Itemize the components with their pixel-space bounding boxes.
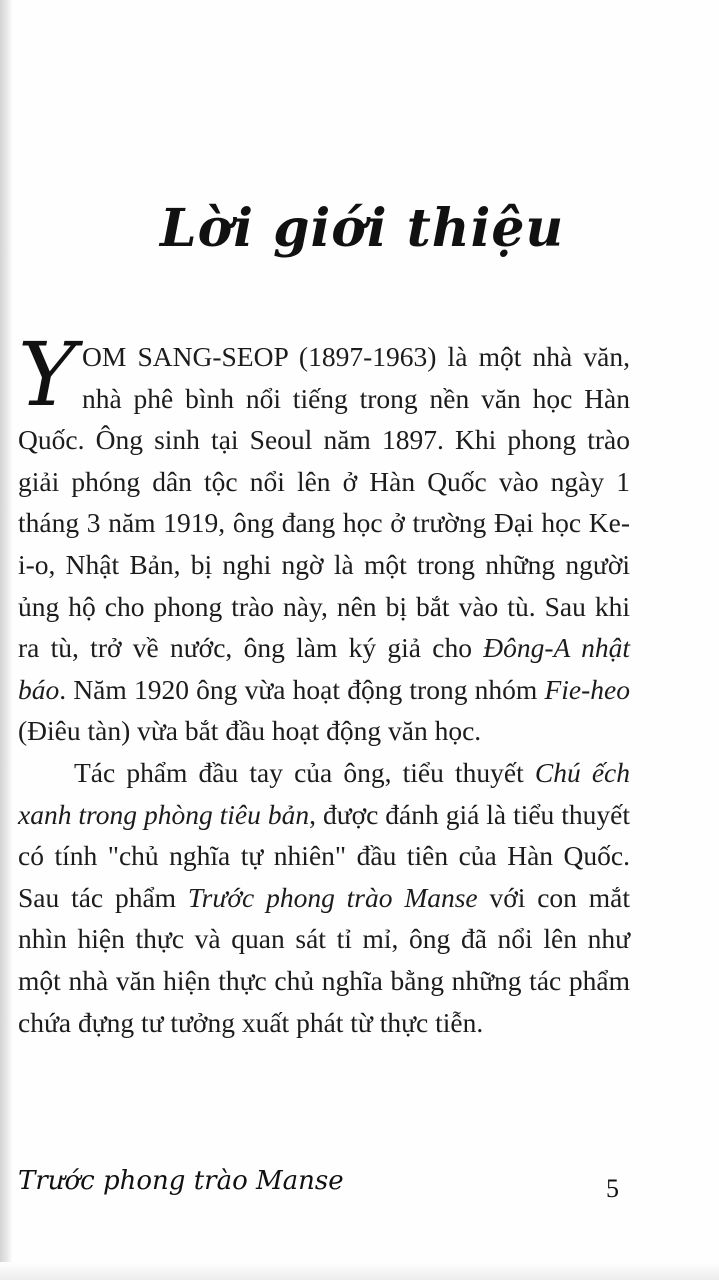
paragraph-1-text-b: . Năm 1920 ông vừa hoạt động trong nhóm [59, 673, 545, 705]
body-text [18, 323, 631, 1043]
paragraph-2-text-a: Tác phẩm đầu tay của ông, tiểu thuyết [74, 756, 535, 788]
page-title: Lời giới thiệu [160, 198, 565, 259]
paragraph-2 [18, 752, 630, 1043]
newspaper-title: Đông-A nhật báo [18, 632, 630, 705]
paragraph-1 [18, 323, 630, 752]
page-number: 5 [606, 1174, 619, 1203]
paragraph-1-text-a: OM SANG-SEOP (1897-1963) là một nhà văn, nhà phê bình nổi tiếng trong nền văn học Hàn Quốc. Ông sinh tại Seoul năm 1897. Khi phong trào giải phóng dân tộc nổi lên ở Hàn Quốc vào ngày 1 tháng 3 năm 1919, ông đang học ở trường Đại học Ke-i-o, Nhật Bản, bị nghi ngờ là một trong những người ủng hộ cho phong trào này, nên bị bắt vào tù. Sau khi ra tù, trở về nước, ông làm ký giả cho [18, 341, 630, 664]
first-novel-title: Chú ếch xanh trong phòng tiêu bản [18, 756, 630, 830]
running-footer-title: Trước phong trào Manse [18, 1166, 344, 1196]
paragraph-2-text-c: với con mắt nhìn hiện thực và quan sát tỉ mỉ, ông đã nổi lên như một nhà văn hiện thực chủ nghĩa bằng những tác phẩm chứa đựng tư tưởng xuất phát từ thực tiễn. [18, 881, 630, 1038]
paragraph-1-text-c: (Điêu tàn) vừa bắt đầu hoạt động văn học. [18, 715, 482, 747]
paragraph-2-text-b: , được đánh giá là tiểu thuyết có tính "chủ nghĩa tự nhiên" đầu tiên của Hàn Quốc. Sau tác phẩm [18, 798, 631, 913]
page-binding-edge [0, 0, 12, 1280]
page-bottom-shadow [0, 1262, 719, 1280]
work-title: Trước phong trào Manse [187, 881, 478, 913]
drop-cap-letter: Y [18, 323, 77, 426]
group-name: Fie-heo [544, 673, 630, 705]
